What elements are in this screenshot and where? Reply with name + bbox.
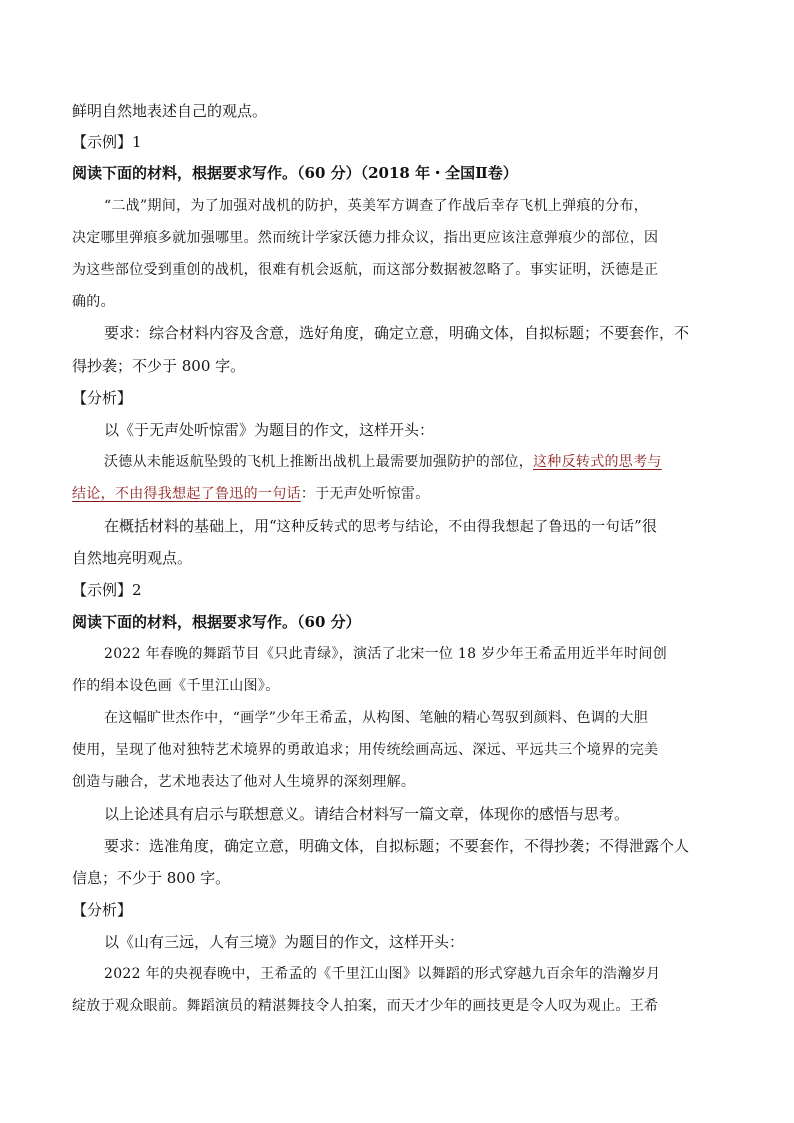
essay-opening-line: 2022 年的央视春晚中，王希孟的《千里江山图》以舞蹈的形式穿越九百余年的浩瀚岁月: [104, 966, 661, 982]
example-heading: 【示例】1: [72, 133, 142, 151]
quoted-phrase: 这种反转式的思考与结论，不由得我想起了鲁迅的一句话: [276, 519, 635, 535]
material-line: 2022 年春晚的舞蹈节目《只此青绿》，演活了北宋一位 18 岁少年王希孟用近半年时间创: [104, 646, 667, 662]
analysis-heading: 【分析】: [72, 389, 133, 407]
analysis-line: 自然地亮明观点。: [72, 549, 193, 567]
prompt-heading: 阅读下面的材料，根据要求写作。（60 分）（2018 年・全国Ⅱ卷）: [72, 164, 518, 182]
analysis-line: 在概括材料的基础上，用“这种反转式的思考与结论，不由得我想起了鲁迅的一句话”很: [104, 517, 657, 535]
essay-opening-line: 沃德从未能返航坠毁的飞机上推断出战机上最需要加强防护的部位，这种反转式的思考与: [104, 454, 662, 470]
material-line: “二战”期间，为了加强对战机的防护，英美军方调查了作战后幸存飞机上弹痕的分布，: [104, 198, 649, 214]
prompt-heading: 阅读下面的材料，根据要求写作。（60 分）: [72, 613, 361, 631]
material-line: 决定哪里弹痕多就加强哪里。然而统计学家沃德力排众议，指出更应该注意弹痕少的部位，因: [72, 230, 659, 246]
requirement-line: 信息；不少于 800 字。: [72, 869, 231, 887]
requirement-line: 要求：选准角度，确定立意，明确文体，自拟标题；不要套作，不得抄袭；不得泄露个人: [104, 837, 690, 855]
essay-opening-line: 结论，不由得我想起了鲁迅的一句话：于无声处听惊雷。: [72, 486, 430, 502]
material-line: 确的。: [72, 294, 115, 310]
requirement-line: 要求：综合材料内容及含意，选好角度，确定立意，明确文体，自拟标题；不要套作，不: [104, 324, 690, 342]
material-line: 为这些部位受到重创的战机，很难有机会返航，而这部分数据被忽略了。事实证明，沃德是正: [72, 262, 659, 278]
analysis-heading: 【分析】: [72, 901, 133, 919]
example-heading: 【示例】2: [72, 581, 142, 599]
requirement-line: 得抄袭；不少于 800 字。: [72, 357, 246, 375]
material-line: 以上论述具有启示与联想意义。请结合材料写一篇文章，体现你的感悟与思考。: [104, 805, 630, 823]
underlined-quote: 结论，不由得我想起了鲁迅的一句话: [72, 486, 301, 502]
essay-opening-line: 绽放于观众眼前。舞蹈演员的精湛舞技令人拍案，而天才少年的画技更是令人叹为观止。王希: [72, 998, 659, 1014]
underlined-quote: 这种反转式的思考与: [533, 454, 662, 470]
material-line: 创造与融合，艺术地表达了他对人生境界的深刻理解。: [72, 774, 416, 790]
analysis-line: 以《山有三远，人有三境》为题目的作文，这样开头：: [104, 933, 465, 951]
material-line: 在这幅旷世杰作中，“画学”少年王希孟，从构图、笔触的精心驾驭到颜料、色调的大胆: [104, 710, 649, 726]
analysis-line: 以《于无声处听惊雷》为题目的作文，这样开头：: [104, 421, 435, 439]
material-line: 作的绢本设色画《千里江山图》。: [72, 678, 280, 694]
paragraph-line: 鲜明自然地表述自己的观点。: [72, 102, 268, 120]
material-line: 使用，呈现了他对独特艺术境界的勇敢追求；用传统绘画高远、深远、平远共三个境界的完美: [72, 742, 659, 758]
